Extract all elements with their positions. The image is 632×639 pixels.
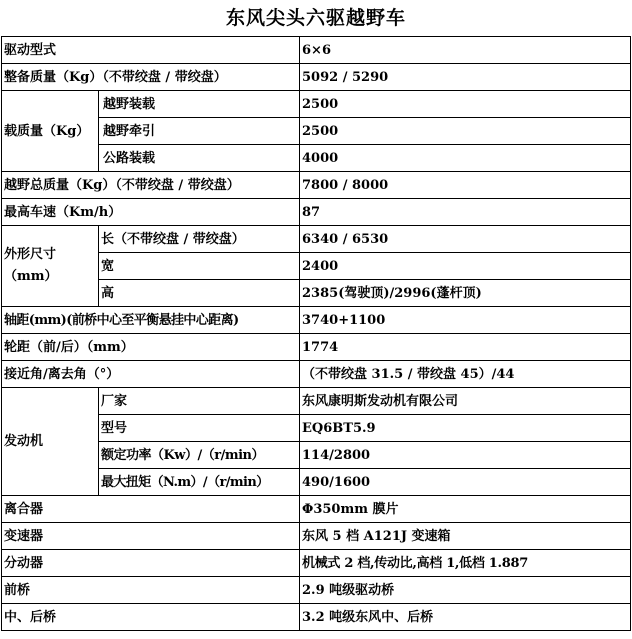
table-row: [2, 334, 631, 361]
speed-label: 最高车速（Km/h）: [2, 199, 300, 226]
table-row: [2, 307, 631, 334]
dims-length-label: 长（不带绞盘 / 带绞盘）: [99, 226, 300, 253]
table-row: [2, 64, 631, 91]
gross-label: 越野总质量（Kg）（不带绞盘 / 带绞盘）: [2, 172, 300, 199]
gross-value: 7800 / 8000: [300, 172, 631, 199]
load-offroad-value: 2500: [300, 91, 631, 118]
table-row: [2, 91, 631, 118]
table-row: [2, 172, 631, 199]
engine-maker-value: 东风康明斯发动机有限公司: [300, 388, 631, 415]
angle-label: 接近角/离去角（°）: [2, 361, 300, 388]
transfer-value: 机械式 2 档,传动比,高档 1,低档 1.887: [300, 550, 631, 577]
dims-length-value: 6340 / 6530: [300, 226, 631, 253]
engine-model-label: 型号: [99, 415, 300, 442]
rear-axle-value: 3.2 吨级东风中、后桥: [300, 604, 631, 631]
table-row: [2, 604, 631, 631]
track-label: 轮距（前/后）（mm）: [2, 334, 300, 361]
engine-maker-label: 厂家: [99, 388, 300, 415]
clutch-value: Φ350mm 膜片: [300, 496, 631, 523]
spec-table: [1, 36, 631, 631]
engine-power-label: 额定功率（Kw）/（r/min）: [99, 442, 300, 469]
table-row: [2, 226, 631, 253]
dims-width-value: 2400: [300, 253, 631, 280]
load-road-label: 公路装载: [99, 145, 300, 172]
engine-power-value: 114/2800: [300, 442, 631, 469]
engine-model-value: EQ6BT5.9: [300, 415, 631, 442]
load-tow-value: 2500: [300, 118, 631, 145]
transfer-label: 分动器: [2, 550, 300, 577]
engine-torque-value: 490/1600: [300, 469, 631, 496]
dims-height-label: 高: [99, 280, 300, 307]
dims-label: 外形尺寸（mm）: [2, 226, 99, 307]
dims-width-label: 宽: [99, 253, 300, 280]
drive-label: 驱动型式: [2, 37, 300, 64]
drive-value: 6×6: [300, 37, 631, 64]
table-row: [2, 37, 631, 64]
angle-value: （不带绞盘 31.5 / 带绞盘 45）/44: [300, 361, 631, 388]
gearbox-label: 变速器: [2, 523, 300, 550]
table-row: [2, 550, 631, 577]
curb-value: 5092 / 5290: [300, 64, 631, 91]
wheelbase-value: 3740+1100: [300, 307, 631, 334]
load-label: 载质量（Kg）: [2, 91, 99, 172]
table-row: [2, 577, 631, 604]
engine-torque-label: 最大扭矩（N.m）/（r/min）: [99, 469, 300, 496]
page-title: 东风尖头六驱越野车: [225, 7, 406, 29]
load-offroad-label: 越野装载: [99, 91, 300, 118]
table-row: [2, 496, 631, 523]
table-row: [2, 361, 631, 388]
engine-label: 发动机: [2, 388, 99, 496]
clutch-label: 离合器: [2, 496, 300, 523]
load-road-value: 4000: [300, 145, 631, 172]
table-row: [2, 523, 631, 550]
table-row: [2, 388, 631, 415]
wheelbase-label: 轴距(mm)(前桥中心至平衡悬挂中心距离): [2, 307, 300, 334]
front-axle-value: 2.9 吨级驱动桥: [300, 577, 631, 604]
table-row: [2, 199, 631, 226]
track-value: 1774: [300, 334, 631, 361]
front-axle-label: 前桥: [2, 577, 300, 604]
rear-axle-label: 中、后桥: [2, 604, 300, 631]
load-tow-label: 越野牵引: [99, 118, 300, 145]
curb-label: 整备质量（Kg）（不带绞盘 / 带绞盘）: [2, 64, 300, 91]
gearbox-value: 东风 5 档 A121J 变速箱: [300, 523, 631, 550]
dims-height-value: 2385(驾驶顶)/2996(蓬杆顶): [300, 280, 631, 307]
speed-value: 87: [300, 199, 631, 226]
